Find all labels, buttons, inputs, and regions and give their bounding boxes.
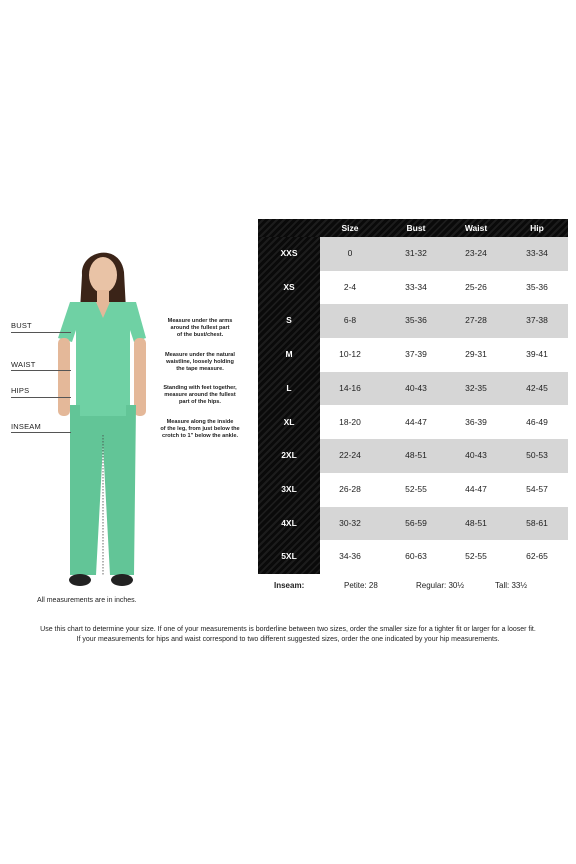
size-label: XL	[283, 416, 295, 427]
inseam-regular: Regular: 30½	[416, 581, 465, 590]
cell-waist: 27-28	[465, 315, 487, 326]
cell-waist: 29-31	[465, 349, 487, 360]
inseam-guide-line	[11, 432, 71, 433]
cell-waist: 48-51	[465, 517, 487, 528]
instructions-line-1: Use this chart to determine your size. If one of your measurements is borderline between two sizes, order the smaller size for a tighter fit or larger for a looser fit.	[40, 626, 536, 633]
inseam-petite: Petite: 28	[344, 581, 378, 590]
cell-size: 10-12	[339, 349, 361, 360]
cell-bust: 48-51	[405, 450, 427, 461]
table-row	[320, 540, 568, 574]
hips-label: HIPS	[11, 386, 30, 395]
table-row	[320, 507, 568, 541]
cell-hip: 39-41	[526, 349, 548, 360]
size-label: 3XL	[281, 483, 297, 494]
size-label: L	[286, 382, 292, 393]
cell-waist: 52-55	[465, 551, 487, 562]
cell-size: 18-20	[339, 416, 361, 427]
sizing-instructions	[20, 625, 556, 644]
inseam-row	[258, 578, 568, 594]
cell-hip: 33-34	[526, 248, 548, 258]
table-row	[320, 372, 568, 406]
cell-hip: 58-61	[526, 517, 548, 528]
cell-bust: 37-39	[405, 349, 427, 360]
measurement-units-note: All measurements are in inches.	[37, 597, 137, 604]
cell-waist: 40-43	[465, 450, 487, 461]
cell-bust: 40-43	[405, 382, 427, 393]
waist-description: Measure under the natural waistline, loosely holding the tape measure.	[165, 352, 235, 372]
cell-waist: 32-35	[465, 382, 487, 393]
cell-bust: 31-32	[405, 248, 427, 258]
table-row	[320, 406, 568, 440]
cell-size: 30-32	[339, 517, 361, 528]
inseam-title: Inseam:	[274, 581, 305, 590]
table-row	[320, 271, 568, 305]
size-label: M	[285, 349, 293, 360]
table-row	[320, 237, 568, 271]
cell-size: 6-8	[343, 315, 357, 326]
waist-label: WAIST	[11, 360, 36, 369]
instructions-line-2: If your measurements for hips and waist correspond to two different suggested sizes, order the one indicated by your hip measurements.	[76, 635, 500, 643]
table-row	[320, 439, 568, 473]
cell-waist: 23-24	[465, 248, 487, 258]
cell-bust: 33-34	[405, 281, 427, 292]
table-header-row	[258, 219, 568, 237]
inseam-tall: Tall: 33½	[495, 581, 528, 590]
bust-label: BUST	[11, 321, 32, 330]
header-size: Size	[341, 223, 359, 233]
header-hip: Hip	[530, 223, 544, 233]
table-row	[320, 338, 568, 372]
table-row	[320, 473, 568, 507]
inseam-label: INSEAM	[11, 422, 41, 431]
hips-guide-line	[11, 397, 71, 398]
size-label: 4XL	[281, 517, 297, 528]
waist-guide-line	[11, 370, 71, 371]
cell-hip: 46-49	[526, 416, 548, 427]
cell-hip: 50-53	[526, 450, 548, 461]
cell-waist: 44-47	[465, 483, 487, 494]
size-label: XXS	[280, 248, 298, 258]
size-label: 2XL	[281, 450, 297, 461]
header-bust: Bust	[406, 223, 426, 233]
cell-bust: 60-63	[405, 551, 427, 562]
cell-hip: 37-38	[526, 315, 548, 326]
cell-bust: 52-55	[405, 483, 427, 494]
cell-bust: 35-36	[405, 315, 427, 326]
bust-guide-line	[11, 332, 71, 333]
cell-size: 34-36	[339, 551, 361, 562]
cell-size: 2-4	[343, 281, 357, 292]
header-waist: Waist	[464, 223, 488, 233]
table-row	[320, 304, 568, 338]
cell-waist: 25-26	[465, 281, 487, 292]
cell-hip: 54-57	[526, 483, 548, 494]
cell-size: 26-28	[339, 483, 361, 494]
cell-hip: 62-65	[526, 551, 548, 562]
cell-size: 0	[347, 248, 353, 258]
cell-size: 14-16	[339, 382, 361, 393]
cell-bust: 56-59	[405, 517, 427, 528]
bust-description: Measure under the arms around the fullest part of the bust/chest.	[167, 318, 233, 338]
cell-hip: 42-45	[526, 382, 548, 393]
cell-hip: 35-36	[526, 281, 548, 292]
inseam-description: Measure along the inside of the leg, from just below the crotch to 1" below the ankle.	[160, 419, 240, 439]
cell-size: 22-24	[339, 450, 361, 461]
cell-bust: 44-47	[405, 416, 427, 427]
size-label: XS	[283, 281, 295, 292]
size-label: S	[286, 315, 292, 326]
hips-description: Standing with feet together, measure around the fullest part of the hips.	[163, 385, 237, 405]
cell-waist: 36-39	[465, 416, 487, 427]
size-label: 5XL	[281, 551, 297, 562]
